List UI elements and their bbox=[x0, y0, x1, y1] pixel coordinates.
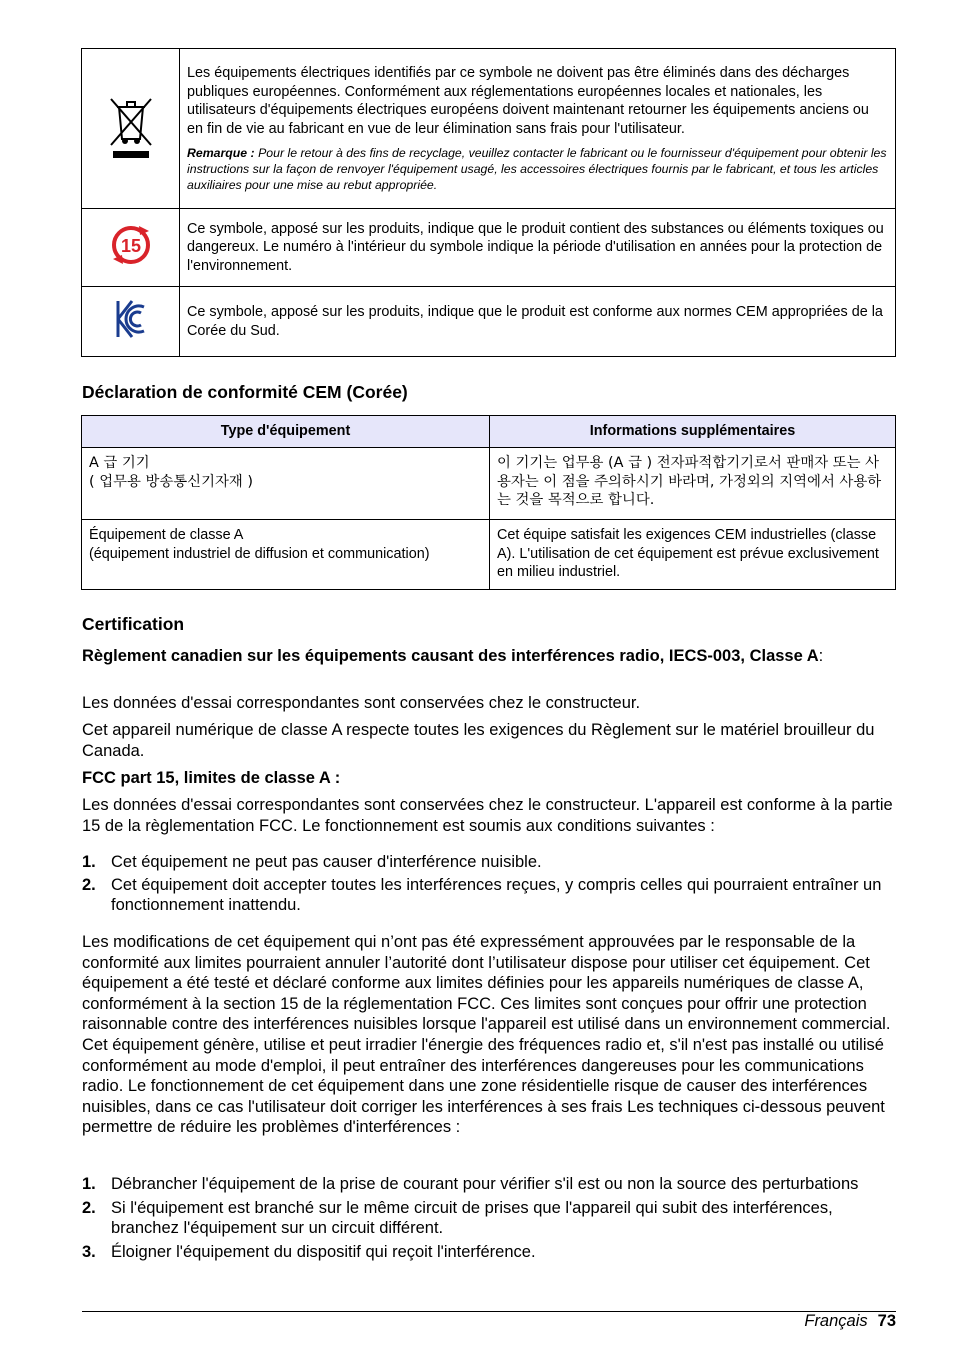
list-text: Cet équipement doit accepter toutes les interférences reçues, y compris celles qui pourraient entraîner un fonctionnement inattendu. bbox=[111, 875, 882, 915]
list-text: Débrancher l'équipement de la prise de courant pour vérifier s'il est ou non la source des perturbations bbox=[111, 1175, 859, 1193]
canada-heading-colon: : bbox=[818, 647, 824, 665]
symbol-description: Ce symbole, apposé sur les produits, indique que le produit est conforme aux normes CEM appropriées de la Corée du Sud. bbox=[180, 287, 896, 357]
list-number: 3. bbox=[82, 1242, 96, 1261]
list-item bbox=[82, 1174, 894, 1195]
table-row bbox=[82, 520, 896, 590]
remedy-list bbox=[82, 1174, 894, 1262]
weee-crossed-bin-icon bbox=[107, 93, 155, 159]
certification-heading: Certification bbox=[82, 614, 185, 634]
cem-heading: Déclaration de conformité CEM (Corée) bbox=[82, 382, 408, 402]
cem-header-row bbox=[82, 416, 896, 448]
symbol-row-kc bbox=[82, 287, 896, 357]
symbol-description: Ce symbole, apposé sur les produits, indique que le produit contient des substances ou éléments toxiques ou dangereux. Le numéro à l'intérieur du symbole indique la période d'utilisation en années pour la protection de l'environnement. bbox=[180, 209, 896, 287]
footer-divider bbox=[82, 1311, 896, 1312]
list-number: 2. bbox=[82, 875, 96, 894]
footer-language: Français bbox=[804, 1312, 868, 1330]
page-footer bbox=[804, 1312, 896, 1331]
column-header-info: Informations supplémentaires bbox=[490, 416, 896, 448]
equipment-type-cell bbox=[82, 520, 490, 590]
type-line2: (équipement industriel de diffusion et communication) bbox=[89, 545, 430, 562]
list-item bbox=[82, 1198, 894, 1239]
fcc-heading: FCC part 15, limites de classe A : bbox=[82, 769, 341, 787]
weee-text: Les équipements électriques identifiés par ce symbole ne doivent pas être éliminés dans des décharges publiques européennes. Conformément aux réglementations européennes locales et nationales, les utilisateurs d'équipements électriques européens doivent maintenant retourner les équipements anciens ou en fin de vie au fabricant en vue de leur élimination sans frais pour l'utilisateur. bbox=[187, 65, 869, 137]
symbol-icon-cell bbox=[82, 49, 180, 209]
fcc-conditions-list bbox=[82, 852, 894, 916]
type-line2: ( 업무용 방송통신기자재 ) bbox=[89, 473, 253, 490]
symbol-row-weee bbox=[82, 49, 896, 209]
epup-15-icon bbox=[109, 223, 153, 267]
list-item bbox=[82, 852, 894, 873]
cem-table bbox=[81, 415, 896, 590]
list-text: Si l'équipement est branché sur le même circuit de prises que l'appareil qui subit des interférences, branchez l'équipement sur un circuit différent. bbox=[111, 1198, 833, 1238]
canada-heading-text: Règlement canadien sur les équipements causant des interférences radio, IECS-003, Classe A bbox=[82, 647, 819, 665]
epup-number: 15 bbox=[120, 236, 141, 256]
page-number: 73 bbox=[877, 1312, 896, 1330]
symbol-description bbox=[180, 49, 896, 209]
equipment-type-cell bbox=[82, 448, 490, 520]
symbol-icon-cell bbox=[82, 209, 180, 287]
info-cell: Cet équipe satisfait les exigences CEM industrielles (classe A). L'utilisation de cet équipement est prévue exclusivement en milieu industriel. bbox=[490, 520, 896, 590]
list-number: 1. bbox=[82, 1175, 96, 1193]
list-number: 1. bbox=[82, 853, 96, 871]
canada-paragraph-2: Cet appareil numérique de classe A respecte toutes les exigences du Règlement sur le matériel brouilleur du Canada. bbox=[82, 721, 875, 760]
symbol-row-epup bbox=[82, 209, 896, 287]
list-text: Éloigner l'équipement du dispositif qui reçoit l'interférence. bbox=[111, 1242, 536, 1261]
info-cell: 이 기기는 업무용 (A 급 ) 전자파적합기기로서 판매자 또는 사용자는 이 점을 주의하시기 바라며, 가정외의 지역에서 사용하는 것을 목적으로 합니다. bbox=[490, 448, 896, 520]
list-number: 2. bbox=[82, 1198, 96, 1217]
symbol-icon-cell bbox=[82, 287, 180, 357]
canada-heading bbox=[82, 646, 894, 667]
canada-paragraph-1: Les données d'essai correspondantes sont conservées chez le constructeur. bbox=[82, 694, 641, 712]
note-label: Remarque : bbox=[187, 146, 255, 160]
kc-mark-icon bbox=[114, 297, 148, 341]
table-row bbox=[82, 448, 896, 520]
column-header-type: Type d'équipement bbox=[82, 416, 490, 448]
type-line1: Équipement de classe A bbox=[89, 527, 244, 543]
weee-note bbox=[187, 145, 887, 193]
fcc-paragraph-2: Les modifications de cet équipement qui n’ont pas été expressément approuvées par le responsable de la conformité aux limites pourraient annuler l’autorité dont l’utilisateur dispose pour utiliser cet équipement. Cet équipement a été testé et déclaré conforme aux limites définies pour les appareils numériques de classe A, conformément à la section 15 de la réglementation FCC. Ces limites sont conçues pour offrir une protection raisonnable contre des interférences nuisibles lorsque l'appareil est utilisé dans un environnement commercial. Cet équipement génère, utilise et peut irradier l'énergie des fréquences radio et, s'il n'est pas installé ou utilisé conformément au mode d'emploi, il peut entraîner des interférences dangereuses pour les communications radio. Le fonctionnement de cet équipement dans une zone résidentielle risque de causer des interférences nuisibles, dans ce cas l'utilisateur doit corriger les interférences à ses frais Les techniques ci-dessous peuvent permettre de réduire les problèmes d'interférences : bbox=[82, 933, 891, 1137]
fcc-paragraph-1: Les données d'essai correspondantes sont conservées chez le constructeur. L'appareil est conforme à la partie 15 de la règlementation FCC. Le fonctionnement est soumis aux conditions suivantes : bbox=[82, 796, 893, 835]
note-text: Pour le retour à des fins de recyclage, veuillez contacter le fabricant ou le fournisseur d'équipement pour obtenir les instructions sur la façon de renvoyer l'équipement usagé, les accessoires électriques fournis par le fabricant, et tous les articles auxiliaires pour une mise au rebut appropriée. bbox=[187, 146, 887, 192]
list-text: Cet équipement ne peut pas causer d'interférence nuisible. bbox=[111, 853, 542, 871]
list-item bbox=[82, 1242, 894, 1263]
list-item bbox=[82, 875, 894, 916]
symbols-table bbox=[81, 48, 896, 357]
type-line1: A 급 기기 bbox=[89, 455, 150, 471]
